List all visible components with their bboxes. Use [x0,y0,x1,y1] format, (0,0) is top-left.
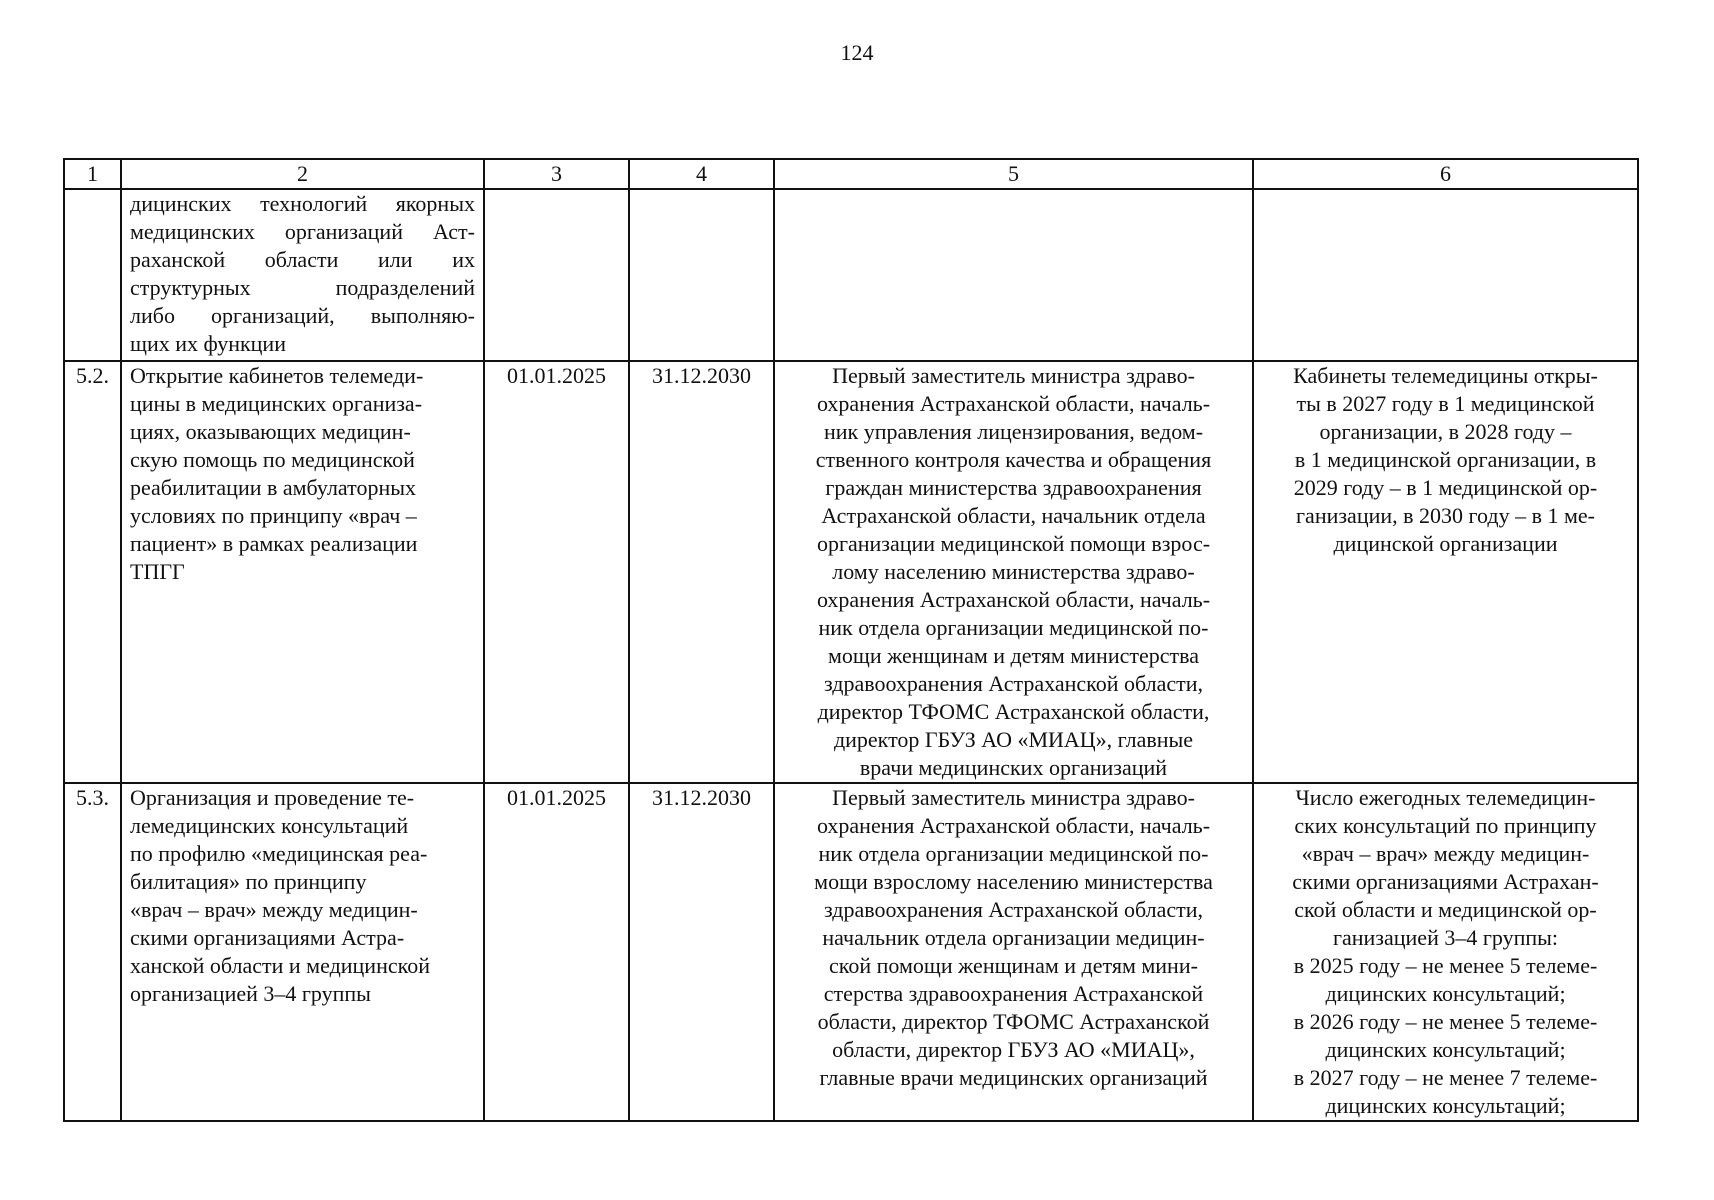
column-header: 5 [774,159,1253,189]
result-cell [1253,189,1638,361]
result-cell [1253,361,1638,783]
table-row [64,783,1638,1121]
responsible-cell [774,783,1253,1121]
text-line: структурных подразделений [130,275,475,300]
table-row [64,361,1638,783]
text-line: Число ежегодных телемедицин- [1295,785,1596,810]
column-header: 6 [1253,159,1638,189]
text-line: организацией 3–4 группы [130,981,371,1006]
text-line: лому населению министерства здраво- [832,559,1195,584]
text-line: начальник отдела организации медицин- [822,925,1205,950]
text-line: скими организациями Астра- [130,925,405,950]
text-line: здравоохранения Астраханской области, [823,671,1204,696]
text-line: охранения Астраханской области, началь- [816,587,1211,612]
row-number-cell: 5.2. [64,361,121,783]
text-line: граждан министерства здравоохранения [825,475,1202,500]
column-header: 3 [484,159,629,189]
text-line: либо организаций, выполняю- [130,303,475,328]
start-date-cell: 01.01.2025 [484,783,629,1121]
text-line: Первый заместитель министра здраво- [832,785,1195,810]
text-line: 2029 году – в 1 медицинской ор- [1293,475,1598,500]
table-header-row [64,159,1638,189]
text-line: ник отдела организации медицинской по- [818,841,1209,866]
text-line: охранения Астраханской области, началь- [816,391,1211,416]
text-line: врачи медицинских организаций [859,755,1168,780]
text-line: ганизации, в 2030 году – в 1 ме- [1296,503,1595,528]
text-line: ТПГГ [130,559,185,584]
text-line: Открытие кабинетов телемеди- [130,363,424,388]
table-row [64,189,1638,361]
text-line: в 1 медицинской организации, в [1294,447,1597,472]
text-line: цины в медицинских организа- [130,391,423,416]
text-line: организации медицинской помощи взрос- [816,531,1211,556]
text-line: реабилитации в амбулаторных [130,475,416,500]
measures-table [63,158,1639,1122]
responsible-cell [774,361,1253,783]
text-line: области, директор ТФОМС Астраханской [817,1009,1210,1034]
responsible-cell [774,189,1253,361]
end-date-cell [629,189,774,361]
text-line: по профилю «медицинская реа- [130,841,428,866]
text-line: «врач – врач» между медицин- [1301,841,1590,866]
text-line: Кабинеты телемедицины откры- [1293,363,1598,388]
text-line: директор ТФОМС Астраханской области, [817,699,1210,724]
text-line: условиях по принципу «врач – [130,503,417,528]
text-line: Первый заместитель министра здраво- [832,363,1195,388]
text-line: пациент» в рамках реализации [130,531,418,556]
text-line: ганизацией 3–4 группы: [1332,925,1559,950]
text-line: ской области и медицинской ор- [1294,897,1597,922]
text-line: охранения Астраханской области, началь- [816,813,1211,838]
text-line: ник управления лицензирования, ведом- [823,419,1204,444]
column-header: 1 [64,159,121,189]
measure-name-cell [121,361,484,783]
text-line: медицинских организаций Аст- [130,219,475,244]
text-line: ник отдела организации медицинской по- [818,615,1209,640]
start-date-cell: 01.01.2025 [484,361,629,783]
text-line: ской помощи женщинам и детям мини- [829,953,1198,978]
text-line: ханской области и медицинской [130,953,430,978]
text-line: ственного контроля качества и обращения [815,447,1212,472]
text-line: главные врачи медицинских организаций [819,1065,1208,1090]
text-line: стерства здравоохранения Астраханской [823,981,1204,1006]
text-line: мощи женщинам и детям министерства [828,643,1199,668]
text-line: дицинских консультаций; [1325,1093,1566,1118]
text-line: ты в 2027 году в 1 медицинской [1296,391,1595,416]
column-header: 2 [121,159,484,189]
text-line: скими организациями Астрахан- [1292,869,1599,894]
row-number-cell [64,189,121,361]
text-line: директор ГБУЗ АО «МИАЦ», главные [833,727,1194,752]
text-line: Астраханской области, начальник отдела [821,503,1206,528]
text-line: организации, в 2028 году – [1319,419,1572,444]
column-header: 4 [629,159,774,189]
end-date-cell: 31.12.2030 [629,783,774,1121]
text-line: циях, оказывающих медицин- [130,419,411,444]
measure-name-cell [121,189,484,361]
text-line: области, директор ГБУЗ АО «МИАЦ», [832,1037,1195,1062]
text-line: в 2026 году – не менее 5 телеме- [1293,1009,1598,1034]
text-line: щих их функции [130,331,286,356]
text-line: раханской области или их [130,247,475,272]
text-line: дицинских консультаций; [1325,1037,1566,1062]
text-line: Организация и проведение те- [130,785,415,810]
text-line: в 2027 году – не менее 7 телеме- [1293,1065,1598,1090]
text-line: в 2025 году – не менее 5 телеме- [1293,953,1598,978]
measure-name-cell [121,783,484,1121]
text-line: дицинских технологий якорных [130,191,475,216]
page-number: 124 [840,40,874,65]
text-line: ских консультаций по принципу [1294,813,1597,838]
result-cell [1253,783,1638,1121]
text-line: дицинской организации [1333,531,1558,556]
text-line: билитация» по принципу [130,869,367,894]
text-line: «врач – врач» между медицин- [130,897,418,922]
start-date-cell [484,189,629,361]
text-line: мощи взрослому населению министерства [814,869,1213,894]
text-line: дицинских консультаций; [1325,981,1566,1006]
text-line: лемедицинских консультаций [130,813,409,838]
end-date-cell: 31.12.2030 [629,361,774,783]
text-line: здравоохранения Астраханской области, [823,897,1204,922]
text-line: скую помощь по медицинской [130,447,415,472]
row-number-cell: 5.3. [64,783,121,1121]
